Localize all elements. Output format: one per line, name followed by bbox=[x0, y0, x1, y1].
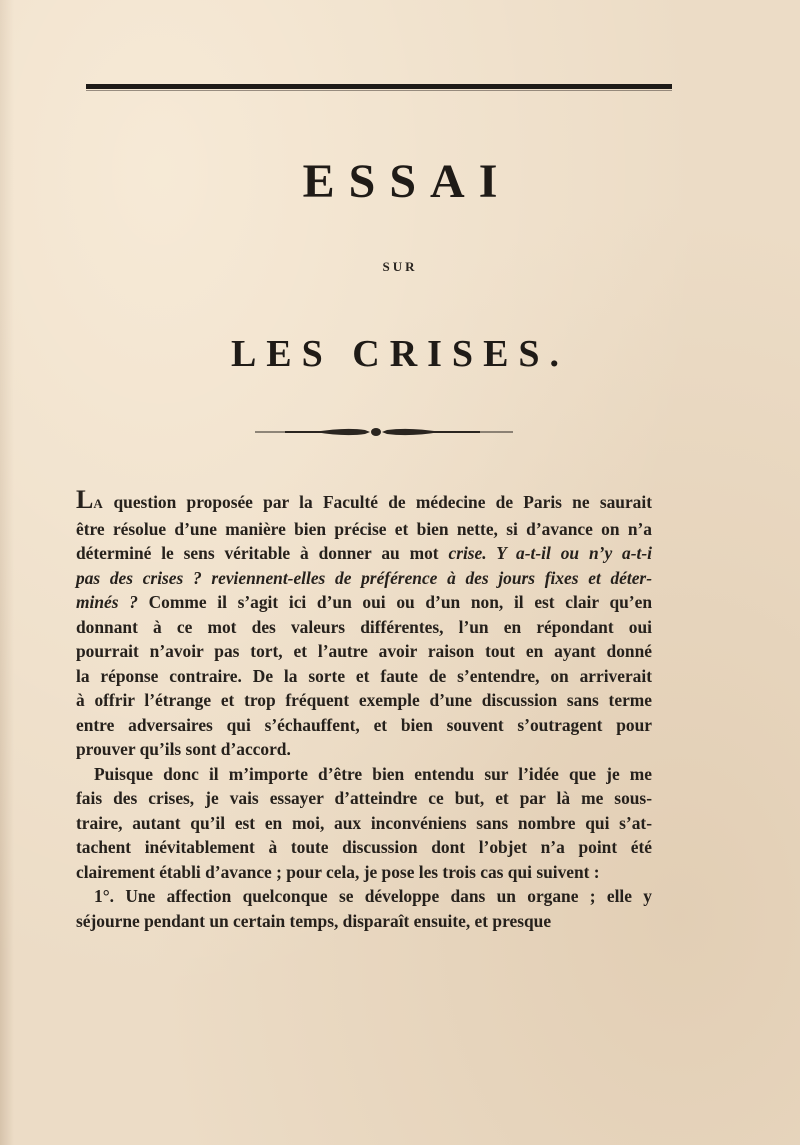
text-line bbox=[76, 590, 652, 615]
ornamental-divider bbox=[255, 422, 513, 442]
title-connector: SUR bbox=[382, 259, 418, 274]
text-run: à offrir l’étrange et trop fréquent exemple d’une discussion sans terme bbox=[76, 690, 652, 710]
dropcap-letter: L bbox=[76, 485, 94, 514]
text-line bbox=[76, 884, 652, 909]
header-rule bbox=[86, 84, 672, 89]
text-line bbox=[76, 811, 652, 836]
text-line bbox=[76, 786, 652, 811]
dropcap-smallcap: A bbox=[93, 496, 104, 511]
paragraph-1 bbox=[76, 485, 652, 762]
text-run: 1°. Une affection quelconque se développe dans un organe ; elle y bbox=[94, 886, 652, 906]
text-run: Comme il s’agit ici d’un oui ou d’un non, il est clair qu’en bbox=[137, 592, 652, 612]
text-run: donnant à ce mot des valeurs différentes, l’un en répondant oui bbox=[76, 616, 652, 637]
paragraph-2 bbox=[76, 762, 652, 885]
page-subtitle: LES CRISES. bbox=[230, 333, 570, 375]
text-run: entre adversaires qui s’échauffent, et bien souvent s’outragent pour bbox=[76, 714, 652, 735]
text-line bbox=[76, 485, 652, 517]
text-run: Puisque donc il m’importe d’être bien entendu sur l’idée que je me bbox=[94, 763, 652, 784]
body-text bbox=[76, 485, 652, 933]
text-run: clairement établi d’avance ; pour cela, je pose les trois cas qui suivent : bbox=[76, 861, 600, 882]
text-line bbox=[76, 517, 652, 542]
text-line bbox=[76, 713, 652, 738]
text-run: la réponse contraire. De la sorte et faute de s’entendre, on arriverait bbox=[76, 665, 652, 686]
paragraph-3 bbox=[76, 884, 652, 933]
italic-text: minés ? bbox=[76, 592, 138, 612]
text-run: tachent inévitablement à toute discussion dont l’objet n’a point été bbox=[76, 837, 652, 857]
text-run: traire, autant qu’il est en moi, aux inconvéniens sans nombre qui s’at- bbox=[76, 812, 652, 833]
text-line bbox=[76, 664, 652, 689]
text-run: pourrait n’avoir pas tort, et l’autre avoir raison tout en ayant donné bbox=[76, 641, 652, 661]
text-line bbox=[76, 737, 652, 762]
text-run: prouver qu’ils sont d’accord. bbox=[76, 739, 291, 759]
page-title: ESSAI bbox=[302, 155, 512, 208]
italic-text: pas des crises ? reviennent-elles de préférence à des jours fixes et déter- bbox=[76, 567, 652, 588]
text-run: séjourne pendant un certain temps, disparaît ensuite, et presque bbox=[76, 910, 552, 931]
text-line bbox=[76, 541, 652, 566]
text-run: fais des crises, je vais essayer d’atteindre ce but, et par là me sous- bbox=[76, 788, 652, 808]
text-line bbox=[76, 688, 652, 713]
text-run: question proposée par la Faculté de médecine de Paris ne saurait bbox=[103, 492, 652, 512]
text-line bbox=[76, 566, 652, 591]
text-line bbox=[76, 615, 652, 640]
text-line bbox=[76, 860, 652, 885]
text-run: déterminé le sens véritable à donner au mot bbox=[76, 543, 449, 563]
text-line bbox=[76, 762, 652, 787]
text-run: être résolue d’une manière bien précise et bien nette, si d’avance on n’a bbox=[76, 518, 652, 539]
text-line bbox=[76, 909, 652, 934]
text-line bbox=[76, 835, 652, 860]
italic-text: crise. Y a-t-il ou n’y a-t-i bbox=[448, 543, 652, 563]
text-line bbox=[76, 639, 652, 664]
